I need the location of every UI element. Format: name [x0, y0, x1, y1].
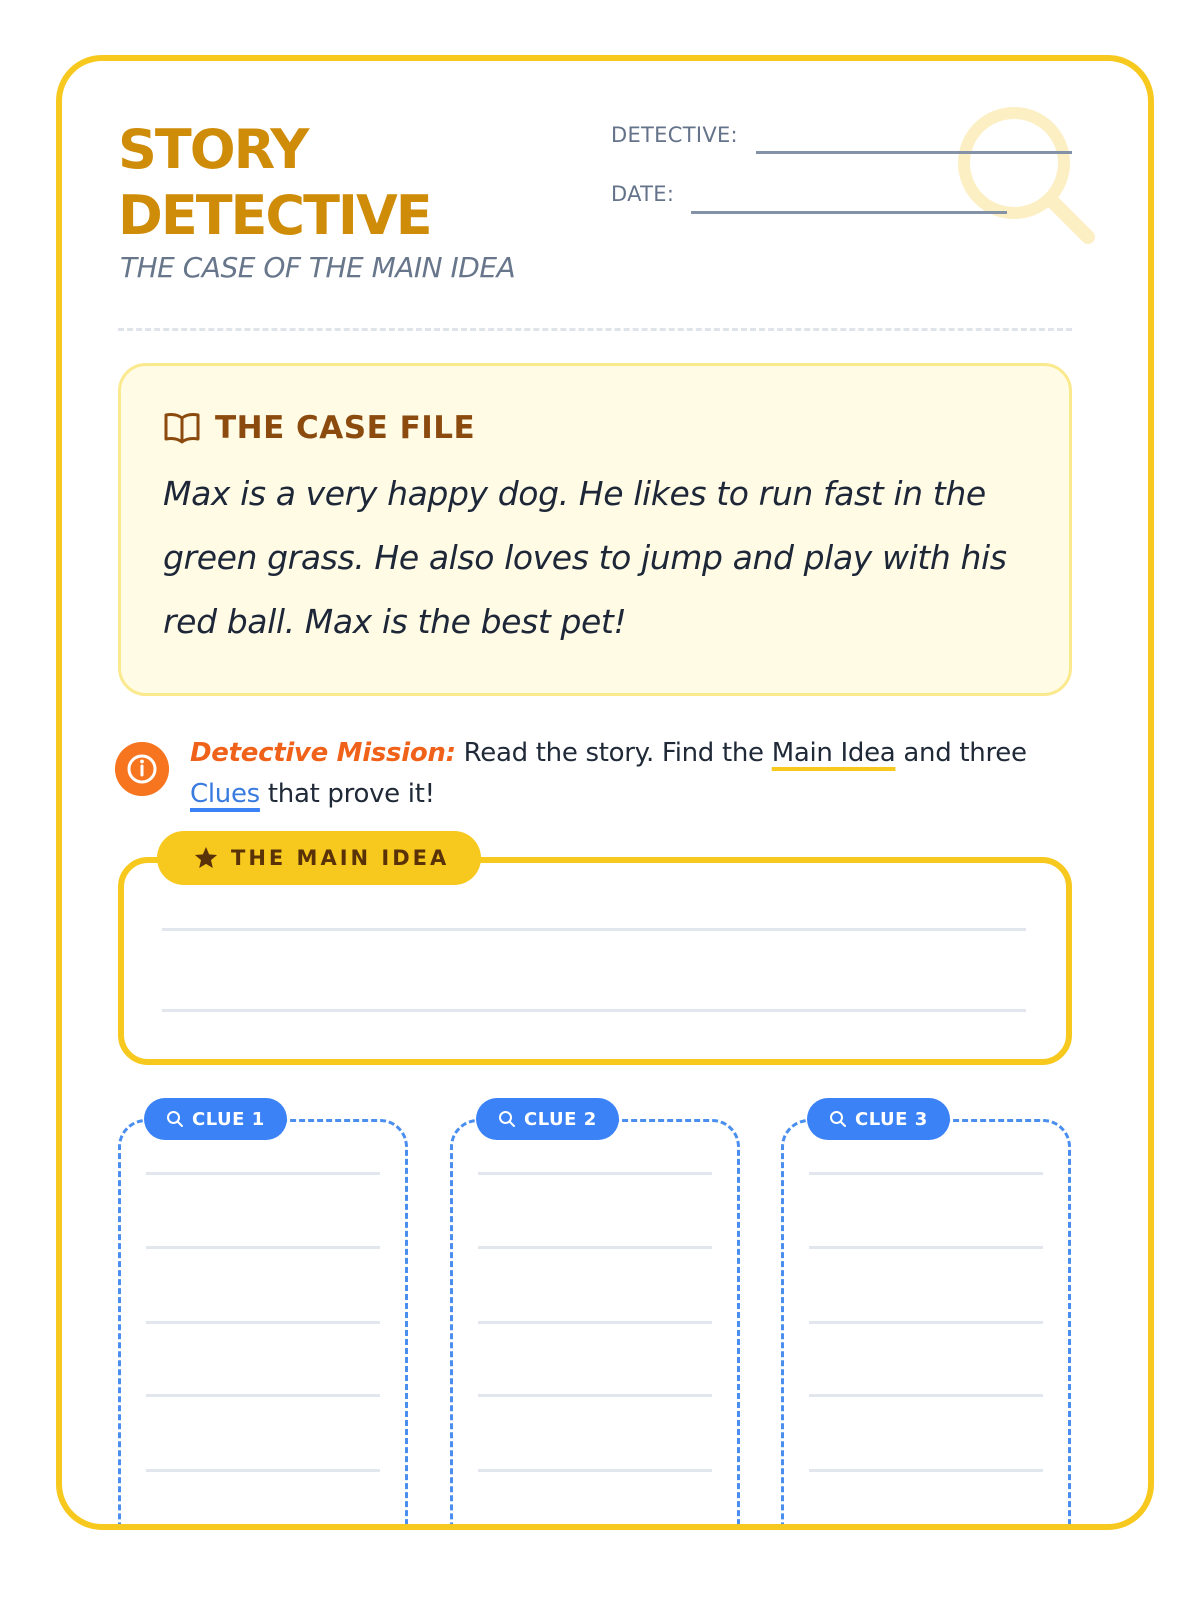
mission-text-before: Read the story. Find the: [455, 738, 772, 768]
clue-2-label: CLUE 2: [524, 1108, 597, 1130]
main-idea-label: THE MAIN IDEA: [231, 846, 450, 870]
clue-3-tab: [807, 1098, 950, 1140]
clue-1-writing-line[interactable]: [146, 1172, 380, 1175]
clue-2-writing-line[interactable]: [478, 1321, 712, 1324]
clue-2-writing-line[interactable]: [478, 1394, 712, 1397]
clue-3-writing-line[interactable]: [809, 1246, 1043, 1249]
magnifying-glass-icon: [952, 101, 1102, 251]
search-icon: [166, 1110, 184, 1128]
search-icon: [829, 1110, 847, 1128]
search-icon: [498, 1110, 516, 1128]
worksheet-subtitle: THE CASE OF THE MAIN IDEA: [120, 251, 516, 284]
header-divider: [118, 328, 1072, 331]
main-idea-writing-line[interactable]: [162, 1009, 1026, 1012]
clue-1-tab: [144, 1098, 287, 1140]
mission-label: Detective Mission:: [190, 738, 456, 768]
detective-name-label: DETECTIVE:: [611, 123, 738, 147]
case-file-title: THE CASE FILE: [215, 410, 476, 446]
clue-3-writing-line[interactable]: [809, 1321, 1043, 1324]
info-icon: [115, 742, 169, 796]
case-file-panel: [118, 363, 1072, 696]
clue-2-tab: [476, 1098, 619, 1140]
main-idea-keyword: Main Idea: [771, 738, 896, 768]
case-file-heading: [163, 410, 475, 446]
clue-3-writing-line[interactable]: [809, 1394, 1043, 1397]
clue-1-writing-line[interactable]: [146, 1469, 380, 1472]
clue-1-writing-line[interactable]: [146, 1321, 380, 1324]
clue-1-writing-line[interactable]: [146, 1246, 380, 1249]
worksheet-title: [118, 117, 431, 249]
open-book-icon: [163, 411, 201, 445]
clue-2-writing-line[interactable]: [478, 1172, 712, 1175]
clue-2-writing-line[interactable]: [478, 1246, 712, 1249]
star-icon: [193, 845, 219, 871]
clue-3-writing-line[interactable]: [809, 1172, 1043, 1175]
detective-name-field[interactable]: [756, 151, 1072, 154]
title-line-2: DETECTIVE: [118, 184, 431, 247]
clue-1-writing-line[interactable]: [146, 1394, 380, 1397]
date-label: DATE:: [611, 182, 675, 206]
main-idea-writing-line[interactable]: [162, 928, 1026, 931]
worksheet-card: [56, 55, 1154, 1530]
date-field[interactable]: [691, 211, 1007, 214]
mission-instructions: [190, 733, 1070, 815]
mission-text-after: that prove it!: [259, 779, 435, 809]
clues-keyword: Clues: [190, 779, 260, 809]
main-idea-tab: [157, 831, 481, 885]
clue-3-label: CLUE 3: [855, 1108, 928, 1130]
clue-2-writing-line[interactable]: [478, 1469, 712, 1472]
clue-1-label: CLUE 1: [192, 1108, 265, 1130]
main-idea-box[interactable]: [118, 857, 1072, 1065]
clue-3-writing-line[interactable]: [809, 1469, 1043, 1472]
mission-text-middle: and three: [895, 738, 1027, 768]
title-line-1: STORY: [118, 118, 308, 181]
case-story-text: Max is a very happy dog. He likes to run fast in the green grass. He also loves to jump and play with his red ball. Max is the best pet!: [163, 474, 1007, 641]
